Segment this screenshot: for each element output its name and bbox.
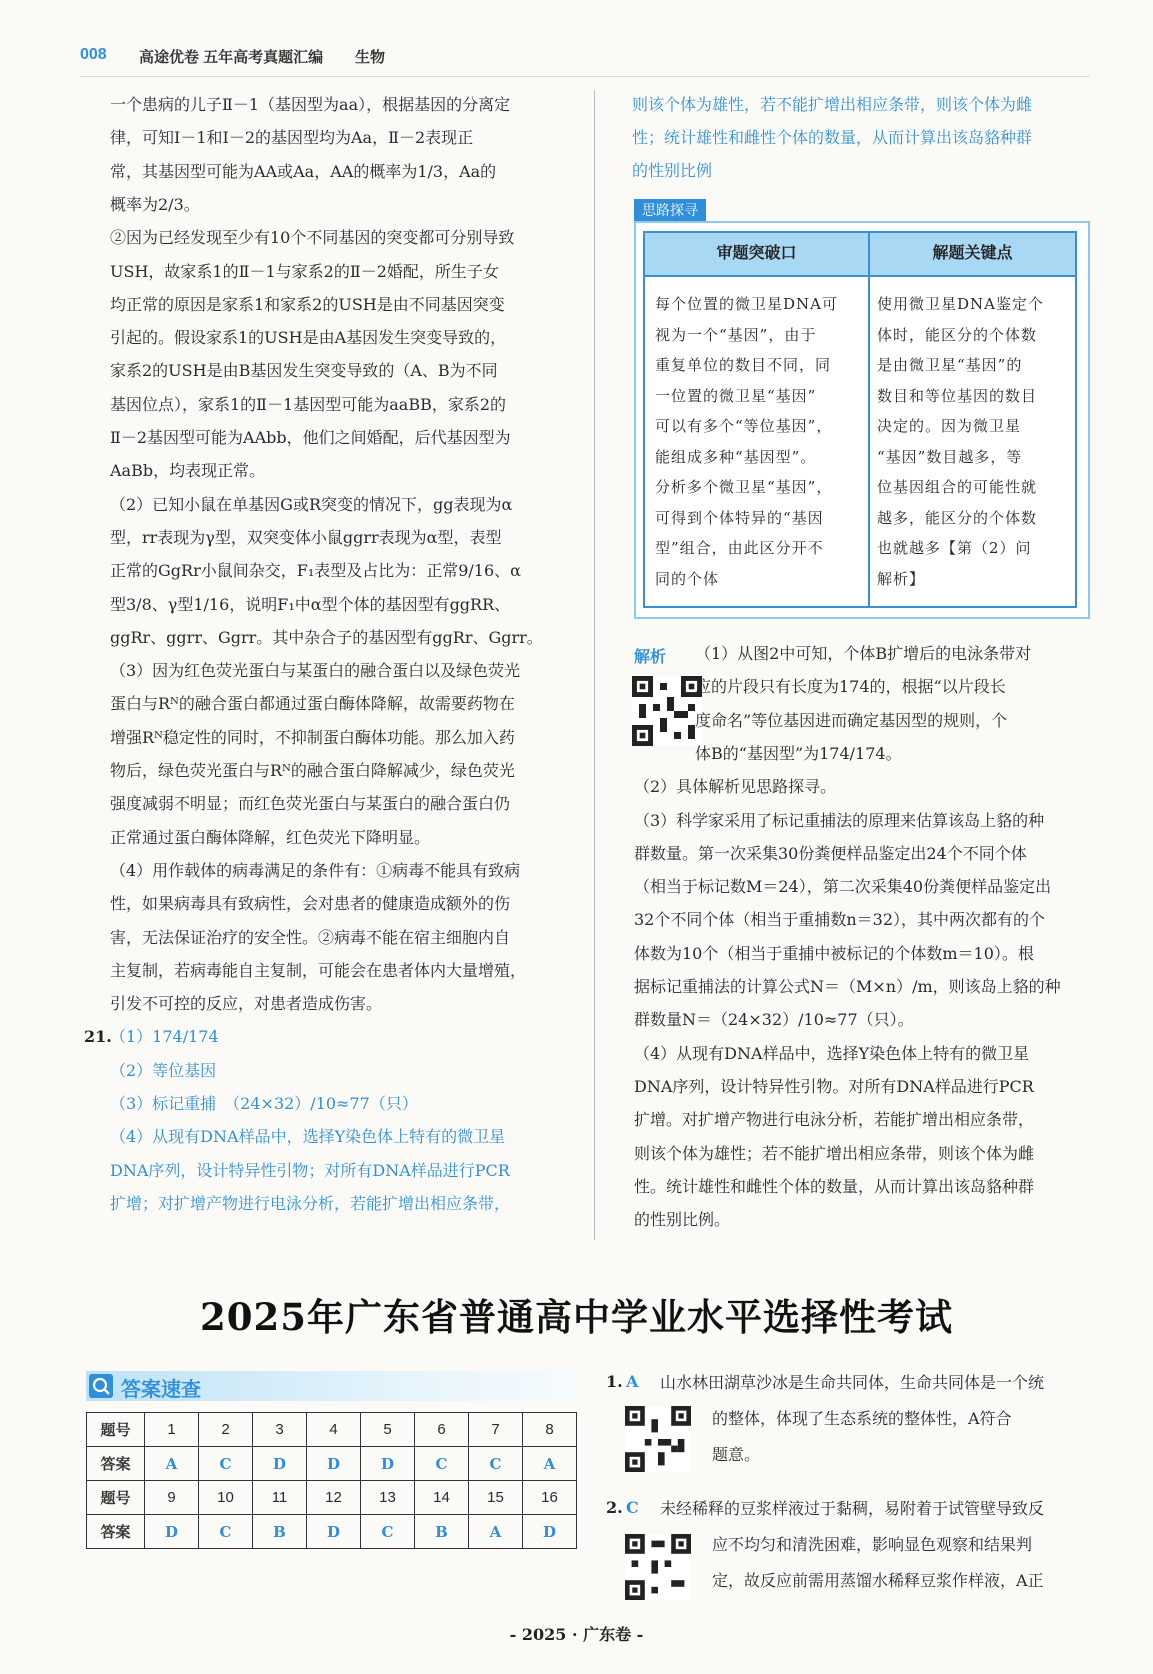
left-text-line: （1）174/174: [110, 1027, 219, 1047]
analysis-line: 度命名”等位基因进而确定基因型的规则，个: [695, 710, 1008, 730]
left-text-line: 正常通过蛋白酶体降解，红色荧光下降明显。: [110, 827, 431, 847]
left-text-line: 害，无法保证治疗的安全性。②病毒不能在宿主细胞内自: [110, 927, 511, 947]
left-text-line: AaBb，均表现正常。: [110, 461, 266, 481]
left-text-line: ggRr、ggrr、Ggrr。其中杂合子的基因型有ggRr、Ggrr。: [110, 627, 543, 647]
q-cell: 6: [415, 1413, 469, 1447]
left-text-line: 正常的GgRr小鼠间杂交，F₁表型及占比为：正常9/16、α: [110, 561, 521, 581]
exam-title: 2025年广东省普通高中学业水平选择性考试: [200, 1295, 953, 1339]
left-text-line: 性，如果病毒具有致病性，会对患者的健康造成额外的伤: [110, 894, 511, 914]
think-right-line: 位基因组合的可能性就: [877, 478, 1038, 496]
q1-line: 题意。: [712, 1445, 761, 1464]
left-text-line: USH，故家系1的Ⅱ－1与家系2的Ⅱ－2婚配，所生子女: [110, 261, 499, 281]
left-text-line: 常，其基因型可能为AA或Aa，AA的概率为1/3，Aa的: [110, 161, 497, 181]
a-cell: C: [199, 1515, 253, 1549]
think-left-line: 每个位置的微卫星DNA可: [655, 295, 838, 313]
left-text-line: 律，可知Ⅰ－1和Ⅰ－2的基因型均为Aa，Ⅱ－2表现正: [110, 128, 474, 148]
q-cell: 2: [199, 1413, 253, 1447]
think-left-line: 分析多个微卫星“基因”，: [655, 478, 833, 496]
analysis-line: DNA序列，设计特异性引物。对所有DNA样品进行PCR: [634, 1076, 1034, 1096]
q1-line: 山水林田湖草沙冰是生命共同体，生命共同体是一个统: [660, 1373, 1045, 1392]
a-cell: D: [145, 1515, 199, 1549]
think-table: [643, 231, 1077, 608]
left-text-line: （2）等位基因: [110, 1060, 217, 1080]
analysis-line: 的性别比例。: [634, 1210, 731, 1230]
left-text-line: 引起的。假设家系1的USH是由A基因发生突变导致的，: [110, 328, 507, 348]
a-cell: D: [307, 1515, 361, 1549]
q-cell: 7: [469, 1413, 523, 1447]
analysis-line: 体B的“基因型”为174/174。: [695, 743, 902, 763]
think-right-line: 是由微卫星“基因”的: [877, 356, 1023, 374]
table-row: [87, 1515, 577, 1549]
think-tag: 思路探寻: [634, 199, 706, 221]
left-text-line: ②因为已经发现至少有10个不同基因的突变都可分别导致: [110, 228, 515, 248]
q2-answer: C: [626, 1498, 639, 1517]
left-text-line: 基因位点），家系1的Ⅱ－1基因型可能为aaBB，家系2的: [110, 394, 507, 414]
think-header-left: 审题突破口: [645, 233, 870, 275]
right-top-line: 的性别比例: [632, 161, 713, 180]
a-cell: A: [469, 1515, 523, 1549]
a-cell: C: [415, 1447, 469, 1481]
think-right-line: 越多，能区分的个体数: [877, 508, 1038, 527]
qr-code-icon[interactable]: [625, 1406, 691, 1472]
q-cell: 4: [307, 1413, 361, 1447]
q-cell: 1: [145, 1413, 199, 1447]
page-number: 008: [80, 46, 107, 63]
analysis-label: 解析: [634, 649, 667, 666]
analysis-line: 则该个体为雄性；若不能扩增出相应条带，则该个体为雌: [634, 1143, 1035, 1163]
table-row: [87, 1413, 577, 1447]
left-text-line: （4）用作载体的病毒满足的条件有：①病毒不能具有致病: [110, 860, 521, 880]
a-cell: A: [145, 1447, 199, 1481]
think-right-line: “基因”数目越多，等: [877, 447, 1023, 466]
left-text-line: 强度减弱不明显；而红色荧光蛋白与某蛋白的融合蛋白仍: [110, 794, 511, 814]
qr-code-icon[interactable]: [625, 1534, 691, 1600]
q2-line: 应不均匀和清洗困难，影响显色观察和结果判: [712, 1535, 1033, 1554]
answer-table: [86, 1412, 577, 1549]
q-cell: 3: [253, 1413, 307, 1447]
q2-line: 定，故反应前需用蒸馏水稀释豆浆作样液，A正: [712, 1571, 1044, 1590]
analysis-line: 群数量。第一次采集30份粪便样品鉴定出24个不同个体: [634, 843, 1027, 863]
left-text-line: 引发不可控的反应，对患者造成伤害。: [110, 994, 383, 1014]
table-row: [87, 1447, 577, 1481]
q-cell: 12: [307, 1481, 361, 1515]
q-cell: 10: [199, 1481, 253, 1515]
a-cell: D: [307, 1447, 361, 1481]
analysis-line: （4）从现有DNA样品中，选择Y染色体上特有的微卫星: [634, 1043, 1030, 1063]
left-text-line: （2）已知小鼠在单基因G或R突变的情况下，gg表现为α: [110, 494, 513, 514]
think-header-right: 解题关键点: [870, 233, 1075, 275]
think-right-line: 数目和等位基因的数目: [877, 386, 1038, 405]
q1-answer: A: [626, 1372, 639, 1391]
analysis-line: 性。统计雄性和雌性个体的数量，从而计算出该岛貉种群: [634, 1176, 1035, 1196]
right-top-line: 性；统计雄性和雌性个体的数量，从而计算出该岛貉种群: [632, 128, 1033, 147]
think-right-line: 也就越多【第（2）问: [877, 539, 1032, 557]
think-right-line: 解析】: [877, 569, 926, 588]
row-label: 题号: [87, 1481, 145, 1515]
q1-line: 的整体，体现了生态系统的整体性，A符合: [712, 1409, 1012, 1428]
q2-line: 未经稀释的豆浆样液过于黏稠，易附着于试管壁导致反: [660, 1499, 1045, 1518]
analysis-line: （相当于标记数M＝24），第二次采集40份粪便样品鉴定出: [634, 877, 1052, 897]
left-text-line: 家系2的USH是由B基因发生突变导致的（A、B为不同: [110, 361, 498, 381]
think-left-line: 视为一个“基因”，由于: [655, 325, 817, 344]
think-left-line: 可以有多个“等位基因”，: [655, 417, 833, 435]
think-column-divider: [868, 277, 870, 606]
q1-number: 1.: [606, 1372, 623, 1391]
search-icon: [89, 1374, 113, 1398]
think-left-line: 型”组合，由此区分开不: [655, 539, 824, 557]
a-cell: C: [199, 1447, 253, 1481]
page-footer: - 2025 · 广东卷 -: [509, 1625, 644, 1644]
left-text-line: （4）从现有DNA样品中，选择Y染色体上特有的微卫星: [110, 1127, 506, 1147]
a-cell: B: [415, 1515, 469, 1549]
left-text-line: 型3/8、γ型1/16，说明F₁中α型个体的基因型有ggRR、: [110, 594, 511, 614]
book-title: 高途优卷 五年高考真题汇编: [139, 49, 324, 66]
row-label: 答案: [87, 1515, 145, 1549]
analysis-line: 应的片段只有长度为174的，根据“以片段长: [695, 677, 1006, 697]
analysis-line: 扩增。对扩增产物进行电泳分析，若能扩增出相应条带，: [634, 1110, 1035, 1130]
right-top-line: 则该个体为雄性，若不能扩增出相应条带，则该个体为雌: [632, 95, 1033, 114]
left-text-line: （3）标记重捕 （24×32）/10≈77（只）: [110, 1094, 418, 1113]
q-cell: 8: [523, 1413, 577, 1447]
q-cell: 5: [361, 1413, 415, 1447]
left-text-line: （3）因为红色荧光蛋白与某蛋白的融合蛋白以及绿色荧光: [110, 661, 521, 681]
q-cell: 15: [469, 1481, 523, 1515]
think-left-line: 同的个体: [655, 569, 720, 588]
header-divider: [80, 76, 1090, 77]
a-cell: D: [523, 1515, 577, 1549]
left-text-line: 型，rr表现为γ型，双突变体小鼠ggrr表现为α型，表型: [110, 527, 502, 547]
a-cell: C: [469, 1447, 523, 1481]
think-right-line: 体时，能区分的个体数: [877, 325, 1038, 344]
analysis-line: 据标记重捕法的计算公式N＝（M×n）/m，则该岛上貉的种: [634, 977, 1061, 996]
think-left-line: 重复单位的数目不同，同: [655, 356, 832, 374]
subject-label: 生物: [355, 49, 386, 66]
think-left-line: 一位置的微卫星“基因”: [655, 386, 817, 405]
a-cell: B: [253, 1515, 307, 1549]
left-text-line: Ⅱ－2基因型可能为AAbb，他们之间婚配，后代基因型为: [110, 428, 511, 447]
left-text-line: 均正常的原因是家系1和家系2的USH是由不同基因突变: [110, 294, 505, 314]
think-right-line: 使用微卫星DNA鉴定个: [877, 295, 1044, 313]
analysis-line: （2）具体解析见思路探寻。: [634, 777, 837, 797]
left-text-line: 主复制，若病毒能自主复制，可能会在患者体内大量增殖，: [110, 960, 527, 980]
left-text-line: 扩增；对扩增产物进行电泳分析，若能扩增出相应条带，: [110, 1193, 511, 1213]
left-text-line: 增强Rᴺ稳定性的同时，不抑制蛋白酶体功能。那么加入药: [110, 727, 515, 747]
left-text-line: 一个患病的儿子Ⅱ－1（基因型为aa），根据基因的分离定: [110, 95, 511, 114]
q-cell: 16: [523, 1481, 577, 1515]
q2-number: 2.: [606, 1498, 623, 1517]
a-cell: A: [523, 1447, 577, 1481]
analysis-line: （3）科学家采用了标记重捕法的原理来估算该岛上貉的种: [634, 810, 1045, 830]
analysis-line: （1）从图2中可知，个体B扩增后的电泳条带对: [695, 644, 1032, 663]
left-text-line: 蛋白与Rᴺ的融合蛋白都通过蛋白酶体降解，故需要药物在: [110, 694, 515, 714]
row-label: 答案: [87, 1447, 145, 1481]
a-cell: C: [361, 1515, 415, 1549]
answer-title: 答案速查: [121, 1379, 201, 1401]
think-header-divider: [645, 275, 1075, 277]
column-divider: [594, 90, 595, 1240]
analysis-line: 32个不同个体（相当于重捕数n＝32），其中两次都有的个: [634, 910, 1046, 930]
think-right-line: 决定的。因为微卫星: [877, 417, 1022, 435]
a-cell: D: [361, 1447, 415, 1481]
think-left-line: 可得到个体特异的“基因: [655, 508, 824, 527]
q-cell: 11: [253, 1481, 307, 1515]
qr-code-icon[interactable]: [632, 676, 702, 746]
think-left-line: 能组成多种“基因型”。: [655, 447, 817, 466]
left-text-line: 概率为2/3。: [110, 194, 200, 214]
q-cell: 13: [361, 1481, 415, 1515]
q-cell: 9: [145, 1481, 199, 1515]
q21-number: 21.: [84, 1027, 112, 1047]
table-row: [87, 1481, 577, 1515]
left-text-line: DNA序列，设计特异性引物；对所有DNA样品进行PCR: [110, 1160, 510, 1180]
page-header: [0, 0, 1153, 80]
row-label: 题号: [87, 1413, 145, 1447]
a-cell: D: [253, 1447, 307, 1481]
analysis-line: 群数量N＝（24×32）/10≈77（只）。: [634, 1010, 914, 1030]
analysis-line: 体数为10个（相当于重捕中被标记的个体数m＝10）。根: [634, 943, 1034, 963]
q-cell: 14: [415, 1481, 469, 1515]
left-text-line: 物后，绿色荧光蛋白与Rᴺ的融合蛋白降解减少，绿色荧光: [110, 761, 515, 780]
